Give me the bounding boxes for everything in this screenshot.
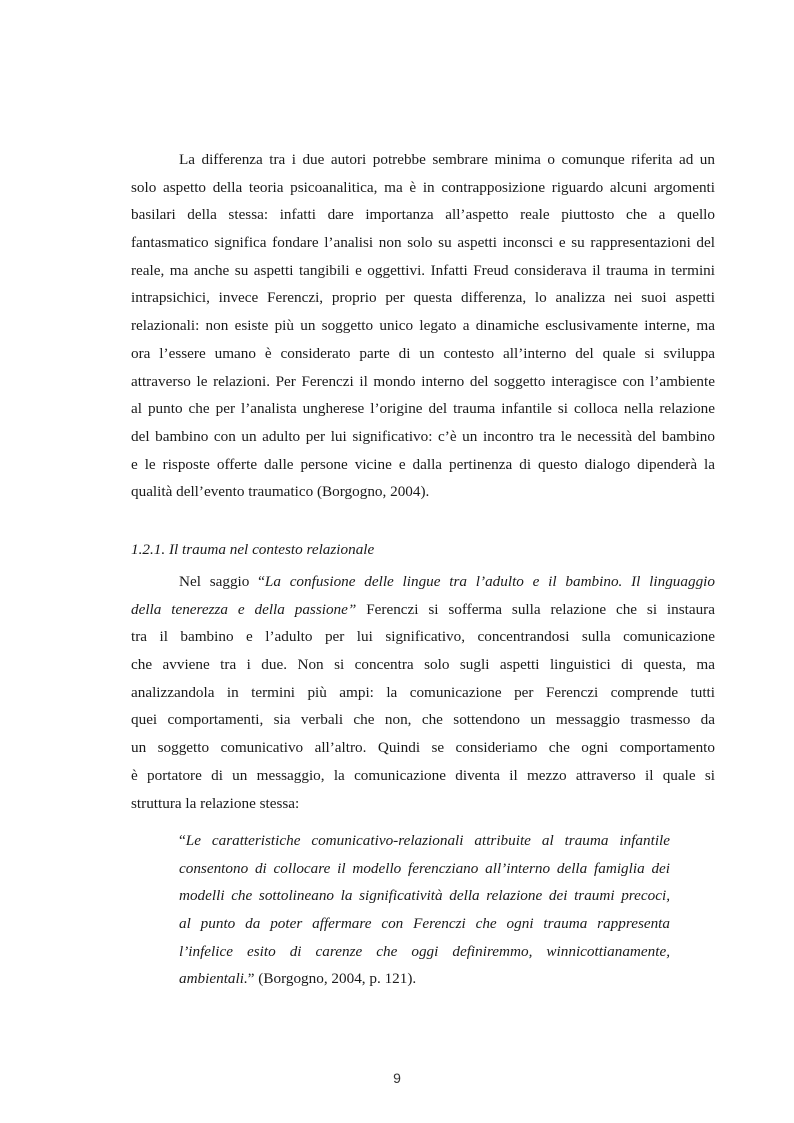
inline-text: ambientali. (179, 970, 248, 988)
quote-line (179, 965, 670, 993)
paragraph-line (131, 596, 715, 624)
paragraph-line: relazionali: non esiste più un soggetto unico legato a dinamiche esclusivamente interne, ma (131, 317, 715, 335)
paragraph-line: e le risposte offerte dalle persone vicine e dalla pertinenza di questo dialogo dipenderà la (131, 455, 715, 473)
paragraph-line: del bambino con un adulto per lui significativo: c’è un incontro tra le necessità del bambino (131, 427, 715, 445)
quote-citation: ” (Borgogno, 2004, p. 121). (247, 970, 417, 988)
paragraph-line: La differenza tra i due autori potrebbe sembrare minima o comunque riferita ad un (179, 151, 715, 168)
quote-line: modelli che sottolineano la significatività della relazione dei traumi precoci, (179, 887, 670, 905)
block-quote (179, 827, 670, 993)
paragraph-line: attraverso le relazioni. Per Ferenczi il mondo interno del soggetto interagisce con l’ambiente (131, 372, 715, 390)
quote-line: al punto da poter affermare con Ferenczi che ogni trauma rappresenta (179, 915, 670, 933)
paragraph-line: struttura la relazione stessa: (131, 794, 300, 812)
essay-title-italic: La confusione delle lingue tra l’adulto e il bambino. Il linguaggio (264, 573, 715, 590)
paragraph-2 (131, 568, 715, 817)
paragraph-line: analizzandola in termini più ampi: la comunicazione per Ferenczi comprende tutti (131, 683, 715, 701)
paragraph-line: qualità dell’evento traumatico (Borgogno, 2004). (131, 483, 430, 501)
inline-text: Le caratteristiche comunicativo-relazionali attribuite al trauma infantile (185, 832, 670, 849)
paragraph-line: un soggetto comunicativo all’altro. Quindi se consideriamo che ogni comportamento (131, 739, 715, 757)
inline-text: Nel saggio “ (179, 573, 265, 590)
paragraph-line: intrapsichici, invece Ferenczi, proprio per questa differenza, lo analizza nei suoi aspetti (131, 289, 715, 307)
paragraph-line: tra il bambino e l’adulto per lui significativo, concentrandosi sulla comunicazione (131, 628, 715, 646)
paragraph-1 (131, 146, 715, 506)
paragraph-line: al punto che per l’analista ungherese l’origine del trauma infantile si colloca nella relazione (131, 400, 715, 418)
paragraph-line: basilari della stessa: infatti dare importanza all’aspetto reale piuttosto che a quello (131, 206, 715, 224)
quote-open-mark: “ (179, 832, 186, 849)
paragraph-line: solo aspetto della teoria psicoanalitica, ma è in contrapposizione riguardo alcuni argomenti (131, 178, 715, 196)
paragraph-line: reale, ma anche su aspetti tangibili e oggettivi. Infatti Freud considerava il trauma in termini (131, 261, 715, 279)
paragraph-line: che avviene tra i due. Non si concentra solo sugli aspetti linguistici di questa, ma (131, 656, 715, 674)
paragraph-line (131, 568, 715, 596)
paragraph-line: fantasmatico significa fondare l’analisi non solo su aspetti inconsci e su rappresentazioni del (131, 234, 715, 252)
quote-line: consentono di collocare il modello ferencziano all’interno della famiglia dei (179, 859, 670, 877)
quote-line (179, 827, 670, 855)
page-number: 9 (393, 1070, 401, 1086)
section-heading: 1.2.1. Il trauma nel contesto relazionale (131, 541, 375, 558)
essay-title-italic: della tenerezza e della passione” (131, 600, 357, 618)
inline-text: Ferenczi si sofferma sulla relazione che si instaura (356, 600, 715, 618)
quote-line: l’infelice esito di carenze che oggi definiremmo, winnicottianamente, (179, 942, 670, 960)
paragraph-line: quei comportamenti, sia verbali che non, che sottendono un messaggio trasmesso da (131, 711, 715, 729)
paragraph-line: ora l’essere umano è considerato parte di un contesto all’interno del quale si sviluppa (131, 344, 715, 362)
paragraph-line: è portatore di un messaggio, la comunicazione diventa il mezzo attraverso il quale si (131, 766, 715, 784)
